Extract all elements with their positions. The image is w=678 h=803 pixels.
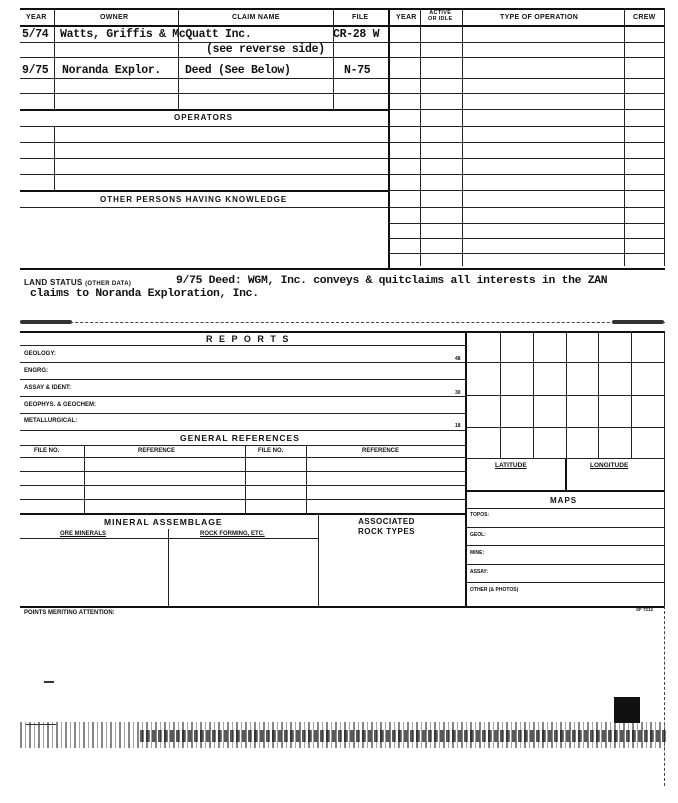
report-rule <box>20 413 465 414</box>
separator-mark-left <box>20 320 72 324</box>
associated-line2: ROCK TYPES <box>358 527 416 536</box>
mineral-bottom-rule <box>20 606 665 608</box>
ownership-row-1-year: 5/74 <box>22 28 49 41</box>
gen-ref-header-reference-1: REFERENCE <box>138 448 176 454</box>
ore-minerals-header: ORE MINERALS <box>60 531 107 537</box>
form-number: SF 7212 <box>636 607 654 612</box>
report-rule <box>20 430 465 431</box>
report-geology-num: 48 <box>455 356 461 362</box>
coord-grid-row <box>466 395 665 396</box>
report-metallurgical: METALLURGICAL: <box>24 418 78 424</box>
activity-row-rule <box>389 253 665 254</box>
lat-long-divider <box>565 458 567 490</box>
scan-mark <box>44 681 54 683</box>
maps-title: MAPS <box>550 496 578 505</box>
maps-rule <box>466 508 665 509</box>
scan-dash <box>26 724 56 725</box>
gen-ref-col <box>306 445 307 513</box>
rock-forming-header: ROCK FORMING, ETC. <box>200 531 265 537</box>
points-meriting-attention-label: POINTS MERITING ATTENTION: <box>24 610 115 616</box>
ownership-row-3-owner: Noranda Explor. <box>62 64 162 77</box>
gen-ref-header-file-1: FILE NO. <box>34 448 60 454</box>
mineral-rule <box>20 538 318 539</box>
main-divider <box>388 8 390 268</box>
right-edge-rule <box>664 606 665 786</box>
land-status-line2: claims to Noranda Exploration, Inc. <box>30 288 259 300</box>
maps-right-border <box>664 331 665 607</box>
activity-row-rule <box>389 78 665 79</box>
gen-ref-rule <box>20 471 465 472</box>
operators-rule <box>20 142 388 143</box>
reports-title-rule <box>20 345 465 346</box>
other-persons-title: OTHER PERSONS HAVING KNOWLEDGE <box>100 195 288 204</box>
ownership-row-3-year: 9/75 <box>22 64 49 77</box>
top-border <box>20 8 665 10</box>
mineral-assemblage-title: MINERAL ASSEMBLAGE <box>104 517 223 527</box>
report-geology: GEOLOGY: <box>24 351 56 357</box>
header-activity-year: YEAR <box>396 14 417 21</box>
latitude-label: LATITUDE <box>495 462 527 469</box>
scan-noise-band-dark <box>140 730 666 742</box>
general-references-title: GENERAL REFERENCES <box>180 433 300 443</box>
ownership-row-1-file: CR-28 W <box>333 28 380 41</box>
mineral-col <box>318 513 319 606</box>
section-separator <box>20 322 665 323</box>
coord-grid-row <box>466 427 665 428</box>
activity-row-rule <box>389 126 665 127</box>
maps-rule <box>466 527 665 528</box>
land-status-main: LAND STATUS <box>24 278 83 287</box>
activity-right-border <box>664 8 665 266</box>
report-geophys: GEOPHYS. & GEOCHEM: <box>24 402 97 408</box>
associated-line1: ASSOCIATED <box>358 517 415 526</box>
header-active-line2: OR IDLE <box>428 16 453 22</box>
gen-ref-rule <box>20 457 465 458</box>
header-owner: OWNER <box>100 14 129 21</box>
report-rule <box>20 362 465 363</box>
report-rule <box>20 379 465 380</box>
operators-title: OPERATORS <box>174 113 233 122</box>
activity-row-rule <box>389 158 665 159</box>
operators-rule <box>20 158 388 159</box>
top-section-bottom <box>20 268 665 270</box>
col-rule <box>178 8 179 109</box>
reports-bottom-rule <box>20 513 467 515</box>
activity-row-rule <box>389 142 665 143</box>
gen-ref-rule <box>20 485 465 486</box>
land-status-sub: (OTHER DATA) <box>85 281 132 287</box>
report-engrg: ENGRG: <box>24 368 48 374</box>
activity-row-rule <box>389 223 665 224</box>
gen-ref-rule <box>20 499 465 500</box>
ownership-row-1-owner: Watts, Griffis & McQuatt Inc. <box>60 28 252 41</box>
operators-col <box>54 126 55 190</box>
report-assay-num: 30 <box>455 390 461 396</box>
land-status-label <box>24 278 131 287</box>
gen-ref-col <box>245 445 246 513</box>
operators-rule <box>20 174 388 175</box>
activity-col <box>462 8 463 266</box>
maps-rule <box>466 545 665 546</box>
header-claim-name: CLAIM NAME <box>232 14 280 21</box>
report-assay: ASSAY & IDENT: <box>24 385 72 391</box>
report-rule <box>20 396 465 397</box>
maps-top-rule <box>466 490 665 492</box>
operators-rule <box>20 126 388 127</box>
other-persons-rule <box>20 207 388 208</box>
ownership-row-2-claim: (see reverse side) <box>206 43 325 56</box>
separator-mark-right <box>612 320 664 324</box>
activity-row-rule <box>389 42 665 43</box>
col-rule <box>54 8 55 109</box>
header-active-line1: ACTIVE <box>429 10 452 16</box>
activity-col <box>420 8 421 266</box>
mineral-col <box>168 529 169 606</box>
gen-ref-rule <box>20 445 465 446</box>
maps-other: OTHER (& PHOTOS) <box>470 587 519 593</box>
activity-row-rule <box>389 174 665 175</box>
maps-rule <box>466 564 665 565</box>
header-type-of-operation: TYPE OF OPERATION <box>500 14 579 21</box>
ownership-row-3-claim: Deed (See Below) <box>185 64 291 77</box>
activity-row-rule <box>389 109 665 110</box>
reports-top-border <box>20 331 665 333</box>
coord-grid-row <box>466 362 665 363</box>
maps-assay: ASSAY: <box>470 569 489 575</box>
activity-row-rule <box>389 207 665 208</box>
ownership-row-3-file: N-75 <box>344 64 371 77</box>
gen-ref-header-file-2: FILE NO. <box>258 448 284 454</box>
maps-rule <box>466 582 665 583</box>
activity-row-rule <box>389 190 665 191</box>
associated-rock-types <box>358 517 415 537</box>
header-file: FILE <box>352 14 369 21</box>
reports-title: R E P O R T S <box>206 334 291 344</box>
activity-row-rule <box>389 238 665 239</box>
activity-row-rule <box>389 93 665 94</box>
activity-col <box>624 8 625 266</box>
operators-rule <box>20 190 388 192</box>
land-status-line1: 9/75 Deed: WGM, Inc. conveys & quitclaims all interests in the ZAN <box>176 275 608 287</box>
scan-block <box>614 697 640 723</box>
gen-ref-col <box>84 445 85 513</box>
activity-row-rule <box>389 57 665 58</box>
header-crew: CREW <box>633 14 656 21</box>
report-metallurgical-num: 18 <box>455 423 461 429</box>
row-rule <box>20 109 388 111</box>
col-rule <box>333 8 334 109</box>
header-active-or-idle <box>428 10 452 22</box>
gen-ref-header-reference-2: REFERENCE <box>362 448 400 454</box>
maps-topos: TOPOS: <box>470 512 490 518</box>
longitude-label: LONGITUDE <box>590 462 629 469</box>
maps-geol: GEOL: <box>470 532 486 538</box>
maps-mine: MINE: <box>470 550 485 556</box>
header-underline <box>20 25 665 27</box>
header-year: YEAR <box>26 14 47 21</box>
right-grid-border <box>465 331 467 607</box>
